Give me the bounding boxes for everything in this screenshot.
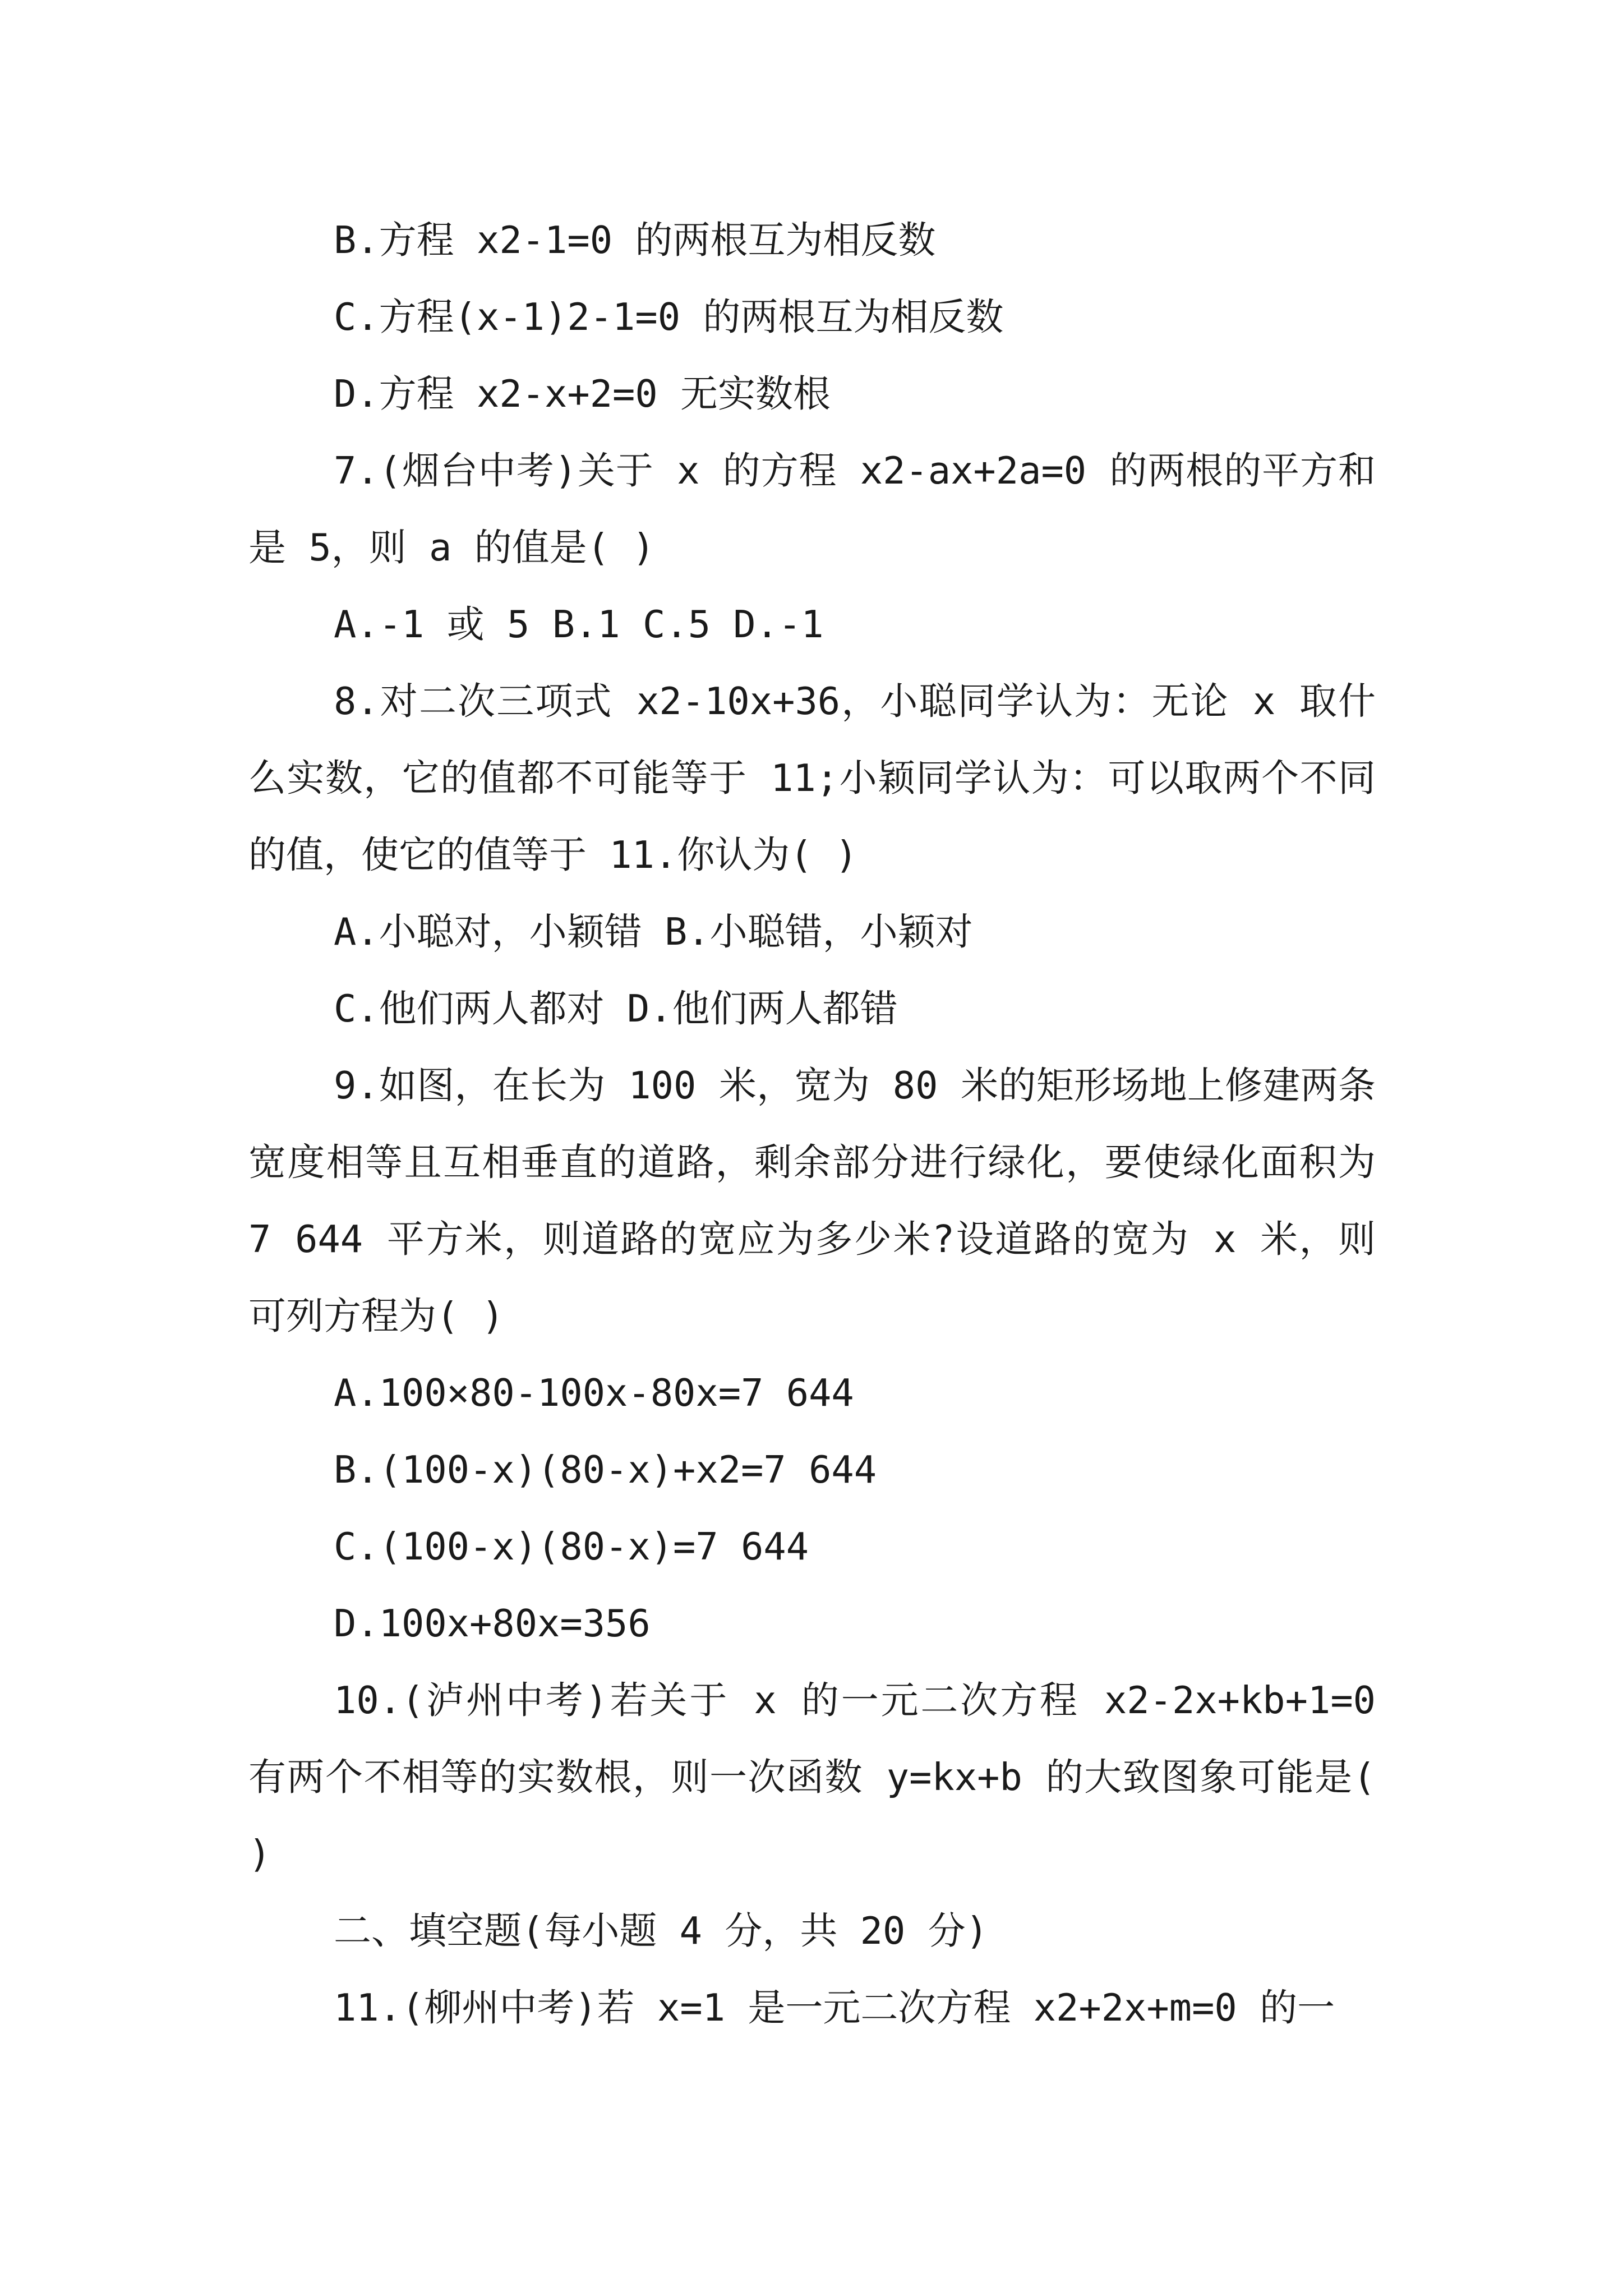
option-b-text: B.方程 x2-1=0 的两根互为相反数 <box>334 218 936 262</box>
document-body <box>248 202 1399 2046</box>
question-9-option-d: D.100x+80x=356 <box>334 1602 651 1645</box>
question-9-option-c: C.(100-x)(80-x)=7 644 <box>334 1525 809 1568</box>
option-c-text: C.方程(x-1)2-1=0 的两根互为相反数 <box>334 295 1004 339</box>
question-8-options-cd: C.他们两人都对 D.他们两人都错 <box>334 987 898 1030</box>
question-9-option-a: A.100×80-100x-80x=7 644 <box>334 1371 854 1415</box>
question-9: 9.如图，在长为 100 米，宽为 80 米的矩形场地上修建两条宽度相等且互相垂直的道路，剩余部分进行绿化，要使绿化面积为 7 644 平方米，则道路的宽应为多少米?设道路的宽为 x 米，则可列方程为( ) <box>248 1064 1399 1338</box>
section-heading: 二、填空题(每小题 4 分，共 20 分) <box>334 1909 989 1953</box>
question-9-option-b: B.(100-x)(80-x)+x2=7 644 <box>334 1448 877 1492</box>
question-8-options-ab: A.小聪对，小颖错 B.小聪错，小颖对 <box>334 910 973 954</box>
question-11: 11.(柳州中考)若 x=1 是一元二次方程 x2+2x+m=0 的一 <box>334 1986 1335 2030</box>
option-d-text: D.方程 x2-x+2=0 无实数根 <box>334 372 831 416</box>
question-7-options: A.-1 或 5 B.1 C.5 D.-1 <box>334 602 824 646</box>
question-10: 10.(泸州中考)若关于 x 的一元二次方程 x2-2x+kb+1=0 有两个不相等的实数根，则一次函数 y=kx+b 的大致图象可能是( ) <box>248 1678 1399 1876</box>
question-7: 7.(烟台中考)关于 x 的方程 x2-ax+2a=0 的两根的平方和是 5，则 a 的值是( ) <box>248 449 1376 569</box>
question-8: 8.对二次三项式 x2-10x+36，小聪同学认为：无论 x 取什么实数，它的值都不可能等于 11;小颖同学认为：可以取两个不同的值，使它的值等于 11.你认为( ) <box>248 679 1376 877</box>
